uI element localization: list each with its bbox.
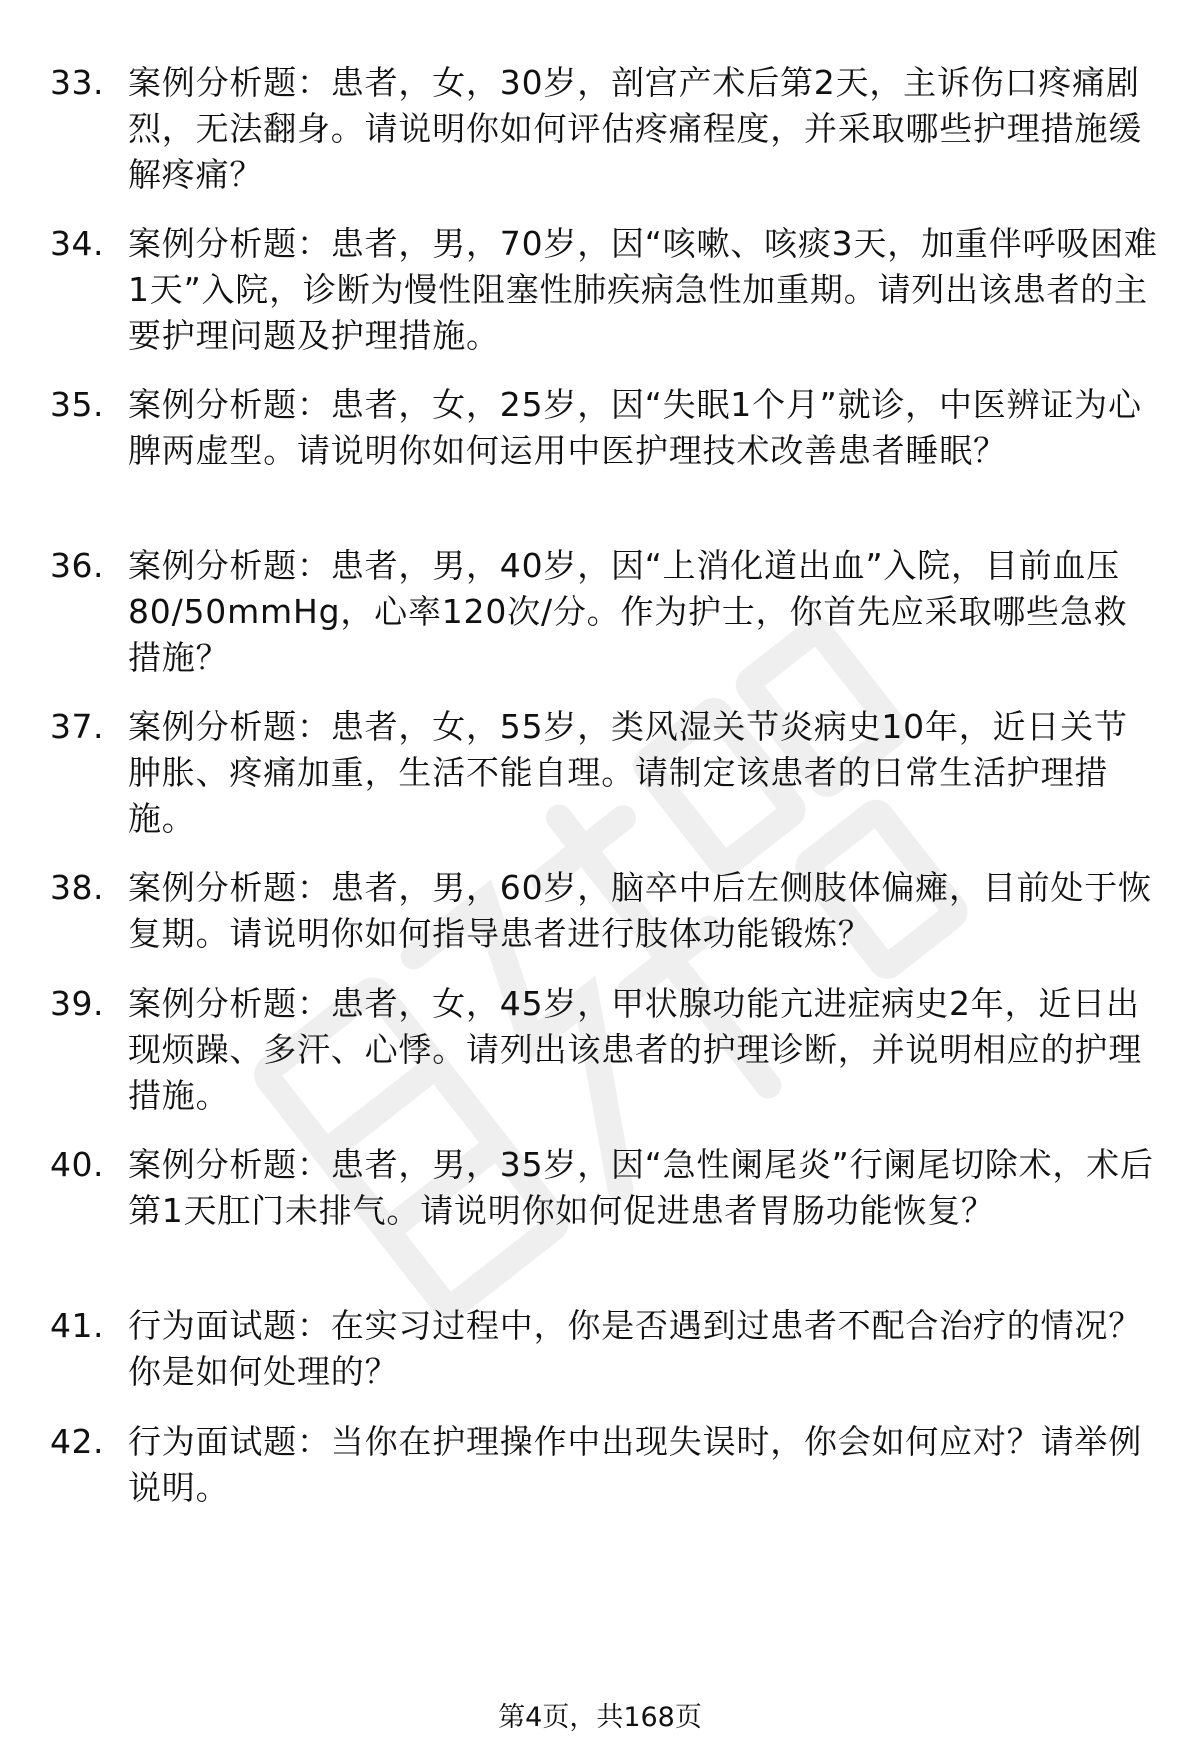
question-item: [50, 1142, 1160, 1303]
question-item: [50, 60, 1160, 221]
question-item: [50, 704, 1160, 865]
question-text: 案例分析题：患者，女，30岁，剖宫产术后第2天，主诉伤口疼痛剧烈，无法翻身。请说明你如何评估疼痛程度，并采取哪些护理措施缓解疼痛？: [128, 63, 1142, 194]
question-number: 39.: [50, 984, 104, 1023]
question-item: [50, 221, 1160, 382]
question-item: [50, 382, 1160, 543]
question-text: 案例分析题：患者，女，55岁，类风湿关节炎病史10年，近日关节肿胀、疼痛加重，生活不能自理。请制定该患者的日常生活护理措施。: [128, 707, 1128, 838]
question-number: 36.: [50, 546, 104, 585]
question-text: 案例分析题：患者，男，60岁，脑卒中后左侧肢体偏瘫，目前处于恢复期。请说明你如何指导患者进行肢体功能锻炼？: [128, 868, 1152, 953]
question-item: [50, 865, 1160, 981]
question-number: 34.: [50, 224, 104, 263]
question-item: [50, 543, 1160, 704]
question-text: 案例分析题：患者，男，35岁，因“急性阑尾炎”行阑尾切除术，术后第1天肛门未排气。请说明你如何促进患者胃肠功能恢复？: [128, 1145, 1154, 1230]
question-list: [50, 60, 1160, 1519]
question-text: 案例分析题：患者，男，70岁，因“咳嗽、咳痰3天，加重伴呼吸困难1天”入院，诊断为慢性阻塞性肺疾病急性加重期。请列出该患者的主要护理问题及护理措施。: [128, 224, 1158, 355]
question-item: [50, 1303, 1160, 1419]
question-item: [50, 981, 1160, 1142]
question-number: 42.: [50, 1422, 104, 1461]
question-number: 38.: [50, 868, 104, 907]
question-item: [50, 1419, 1160, 1519]
question-number: 33.: [50, 63, 104, 102]
question-number: 35.: [50, 385, 104, 424]
question-text: 案例分析题：患者，女，45岁，甲状腺功能亢进症病史2年，近日出现烦躁、多汗、心悸。请列出该患者的护理诊断，并说明相应的护理措施。: [128, 984, 1142, 1115]
question-number: 40.: [50, 1145, 104, 1184]
question-text: 行为面试题：在实习过程中，你是否遇到过患者不配合治疗的情况？你是如何处理的？: [128, 1306, 1142, 1391]
question-text: 行为面试题：当你在护理操作中出现失误时，你会如何应对？请举例说明。: [128, 1422, 1142, 1507]
question-number: 37.: [50, 707, 104, 746]
question-text: 案例分析题：患者，男，40岁，因“上消化道出血”入院，目前血压80/50mmHg，心率120次/分。作为护士，你首先应采取哪些急救措施？: [128, 546, 1128, 677]
question-number: 41.: [50, 1306, 104, 1345]
question-text: 案例分析题：患者，女，25岁，因“失眠1个月”就诊，中医辨证为心脾两虚型。请说明你如何运用中医护理技术改善患者睡眠？: [128, 385, 1142, 470]
page-footer: 第4页，共168页: [498, 1702, 702, 1733]
